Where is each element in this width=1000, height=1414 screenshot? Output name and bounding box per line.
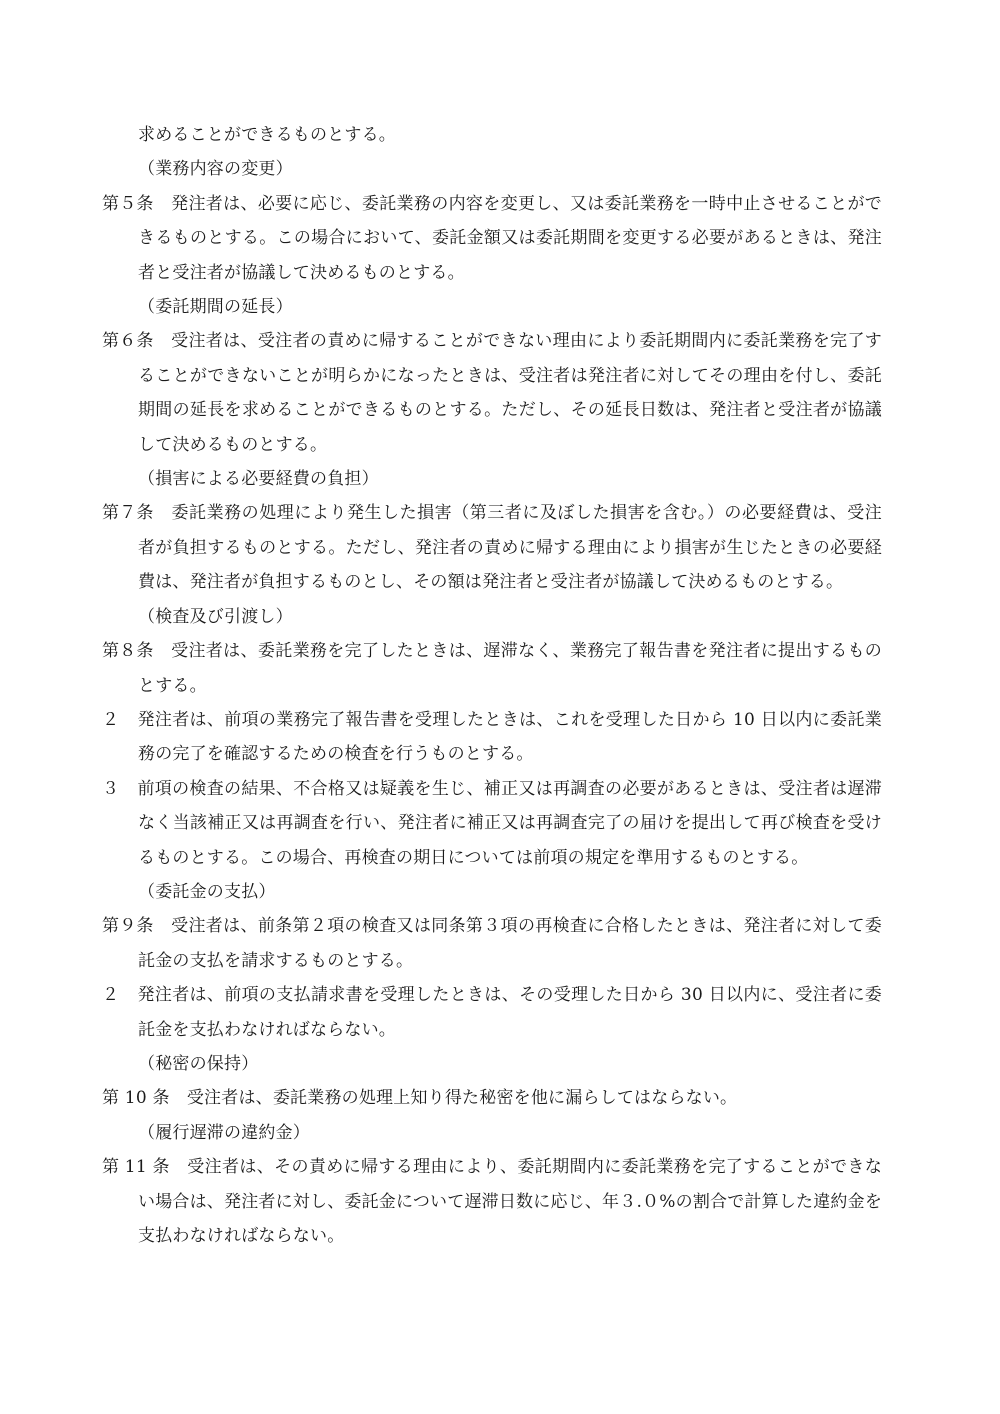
article-heading: （秘密の保持）: [138, 1053, 259, 1074]
article-9: [102, 909, 883, 978]
article-number: 第 10 条: [102, 1088, 170, 1109]
article-heading: （損害による必要経費の負担）: [138, 469, 379, 490]
article-text: 発注者は、必要に応じ、委託業務の内容を変更し、又は委託業務を一時中止させることができるものとする。この場合において、委託金額又は委託期間を変更する必要があるときは、発注者と受注者が協議して決めるものとする。: [138, 193, 883, 283]
clause-text: 発注者は、前項の支払請求書を受理したときは、その受理した日から 30 日以内に、受注者に委託金を支払わなければならない。: [137, 985, 883, 1040]
article-10: [102, 1081, 882, 1115]
article-8: [102, 634, 883, 703]
article-9-clause-2: ２ 発注者は、前項の支払請求書を受理したときは、その受理した日から 30 日以内に、受注者に委託金を支払わなければならない。: [102, 985, 883, 1040]
article-11: [102, 1150, 883, 1253]
article-text: 受注者は、受注者の責めに帰することができない理由により委託期間内に委託業務を完了することができないことが明らかになったときは、受注者は発注者に対してその理由を付し、委託期間の延長を求めることができるものとする。ただし、その延長日数は、発注者と受注者が協議して決めるものとする。: [138, 331, 883, 455]
article-8-clause-2: ２ 発注者は、前項の業務完了報告書を受理したときは、これを受理した日から 10 日以内に委託業務の完了を確認するための検査を行うものとする。: [102, 709, 883, 765]
article-8-clause-3: ３ 前項の検査の結果、不合格又は疑義を生じ、補正又は再調査の必要があるときは、受注者は遅滞なく当該補正又は再調査を行い、発注者に補正又は再調査完了の届けを提出して再び検査を受けるものとする。この場合、再検査の期日については前項の規定を準用するものとする。: [102, 778, 882, 868]
article-heading: （委託金の支払）: [138, 881, 276, 902]
article-7: [102, 496, 882, 599]
paragraph-text: 求めることができるものとする。: [138, 125, 396, 145]
article-text: 受注者は、委託業務の処理上知り得た秘密を他に漏らしてはならない。: [186, 1088, 738, 1109]
article-6: [102, 324, 883, 462]
article-heading: （検査及び引渡し）: [138, 606, 293, 627]
article-text: 受注者は、委託業務を完了したときは、遅滞なく、業務完了報告書を発注者に提出するものとする。: [138, 641, 883, 696]
article-text: 委託業務の処理により発生した損害（第三者に及ぼした損害を含む。）の必要経費は、受注者が負担するものとする。ただし、発注者の責めに帰する理由により損害が生じたときの必要経費は、発注者が負担するものとし、その額は発注者と受注者が協議して決めるものとする。: [138, 503, 882, 593]
article-heading: （履行遅滞の違約金）: [138, 1122, 310, 1143]
article-text: 受注者は、前条第２項の検査又は同条第３項の再検査に合格したときは、発注者に対して委託金の支払を請求するものとする。: [138, 916, 883, 971]
article-number: 第５条: [102, 193, 154, 214]
article-number: 第６条: [102, 331, 154, 352]
article-heading: （委託期間の延長）: [138, 297, 293, 318]
continued-paragraph: [120, 118, 882, 152]
article-number: 第 11 条: [102, 1157, 170, 1178]
article-number: 第９条: [102, 916, 154, 937]
clause-text: 発注者は、前項の業務完了報告書を受理したときは、これを受理した日から 10 日以内に委託業務の完了を確認するための検査を行うものとする。: [137, 709, 883, 765]
clause-text: 前項の検査の結果、不合格又は疑義を生じ、補正又は再調査の必要があるときは、受注者は遅滞なく当該補正又は再調査を行い、発注者に補正又は再調査完了の届けを提出して再び検査を受けるものとする。この場合、再検査の期日については前項の規定を準用するものとする。: [137, 778, 882, 868]
article-heading: （業務内容の変更）: [138, 159, 293, 180]
article-number: 第７条: [102, 503, 154, 524]
article-5: [102, 187, 883, 290]
article-number: 第８条: [102, 641, 154, 662]
contract-text-body: [102, 118, 883, 1253]
article-text: 受注者は、その責めに帰する理由により、委託期間内に委託業務を完了することができない場合は、発注者に対し、委託金について遅滞日数に応じ、年３.０%の割合で計算した違約金を支払わなければならない。: [138, 1157, 883, 1246]
